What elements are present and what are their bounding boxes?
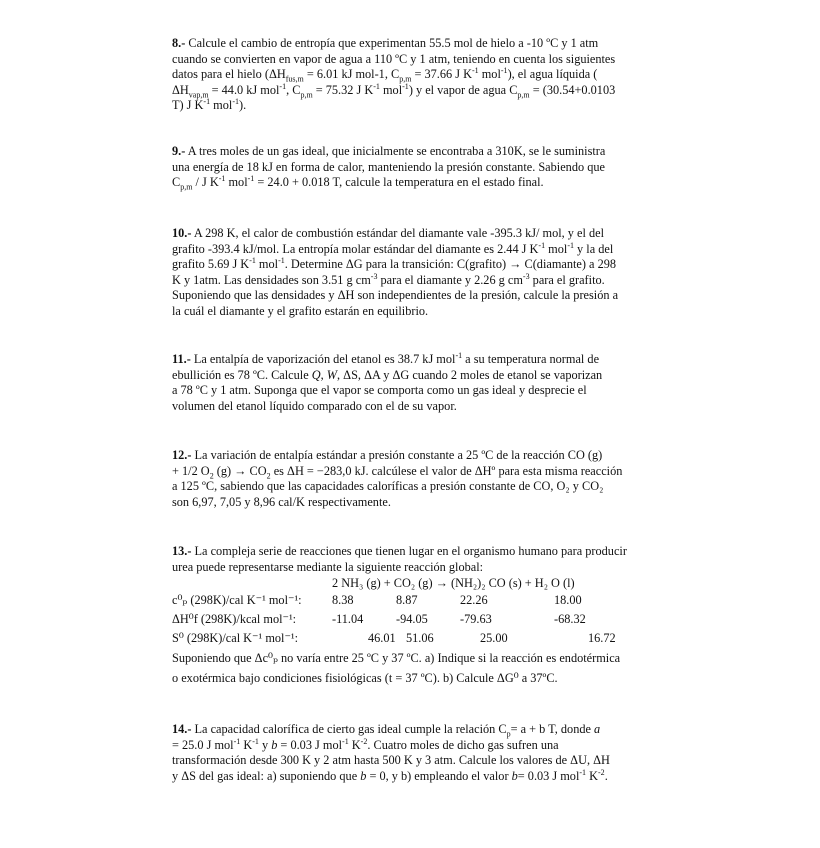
problem-10: [172, 226, 662, 320]
text: = 0.03 J mol: [517, 768, 580, 783]
superscript: -1: [342, 736, 349, 746]
superscript: -1: [249, 256, 256, 266]
superscript: -1: [567, 240, 574, 250]
problem-12: [172, 448, 662, 510]
superscript: -1: [233, 736, 241, 746]
problem-9: [172, 144, 662, 191]
superscript: -1: [232, 97, 239, 107]
superscript: -1: [579, 767, 587, 777]
table-cell: -79.63: [460, 611, 492, 626]
text: = 0.03 J mol: [277, 737, 343, 752]
superscript: -1: [500, 66, 508, 76]
text: una energía de 18 kJ en forma de calor, manteniendo la presión constante. Sabiendo que: [172, 159, 605, 174]
table-cell: 46.01: [368, 630, 396, 645]
text: ΔH: [172, 82, 189, 97]
text: mol: [255, 257, 279, 272]
text: cuando se convierten en vapor de agua a 110 ºC y 1 atm, teniendo en cuenta los siguientes: [172, 51, 616, 66]
subscript: 2: [266, 471, 271, 481]
text: La compleja serie de reacciones que tienen lugar en el organismo humano para producir: [191, 544, 627, 558]
text: y: [258, 737, 272, 752]
reaction-equation: 2 NH₃ (g) + CO₂ (g) → (NH₂)₂ CO (s) + H₂ O (l): [332, 576, 575, 591]
superscript: -1: [472, 66, 479, 76]
text: Calcule el cambio de entropía que experimentan 55.5 mol de hielo a -10 ºC y 1 atm: [185, 36, 599, 50]
problem-number: 8.-: [172, 36, 186, 50]
text: grafito -393.4 kJ/mol. La entropía molar estándar del diamante es 2.44 J K: [172, 241, 539, 256]
table-cell: -11.04: [332, 611, 364, 626]
superscript: -1: [538, 240, 546, 250]
text: = a + b T, donde: [510, 722, 595, 736]
text: , C: [286, 82, 301, 97]
text: para el diamante y 2.26 g cm: [377, 272, 523, 287]
text: = 25.0 J mol: [172, 737, 234, 752]
text: para el grafito.: [529, 272, 605, 287]
text: La capacidad calorífica de cierto gas ideal cumple la relación C: [191, 722, 507, 736]
text: ebullición es 78 ºC. Calcule: [172, 367, 312, 382]
text: + 1/2 O: [172, 463, 210, 478]
superscript: -1: [402, 81, 409, 91]
italic-symbol: a: [594, 722, 601, 736]
table-cell: 16.72: [588, 630, 616, 645]
problem-number: 12.-: [172, 448, 192, 462]
text: a 78 ºC y 1 atm. Suponga que el vapor se comporta como un gas ideal y desprecie el: [172, 383, 587, 398]
problem-number: 10.-: [172, 226, 192, 240]
text: = 44.0 kJ mol: [208, 82, 280, 97]
subscript: p,m: [300, 90, 313, 100]
text: K: [586, 768, 599, 783]
superscript: -1: [278, 256, 285, 266]
text: transformación desde 300 K y 2 atm hasta 500 K y 3 atm. Calcule los valores de ΔU, ΔH: [172, 753, 610, 768]
text: mol: [478, 67, 501, 82]
subscript: p: [506, 729, 511, 739]
text: son 6,97, 7,05 y 8,96 cal/K respectivamente.: [172, 494, 391, 509]
row-label: S⁰ (298K)/cal K⁻¹ mol⁻¹:: [172, 630, 299, 645]
text: urea puede representarse mediante la siguiente reacción global:: [172, 559, 484, 574]
italic-symbol: b: [271, 737, 278, 752]
superscript: -1: [373, 81, 380, 91]
problem-number: 14.-: [172, 722, 192, 736]
text: ), el agua líquida (: [507, 67, 598, 82]
text: y ΔS del gas ideal: a) suponiendo que: [172, 768, 361, 783]
table-cell: -68.32: [554, 611, 586, 626]
subscript: 2: [209, 471, 214, 481]
text: la cuál el diamante y el grafito estarán en equilibrio.: [172, 303, 429, 318]
problem-number: 11.-: [172, 352, 191, 366]
text: = 6.01 kJ mol-1, C: [303, 67, 400, 82]
italic-symbol: b: [360, 768, 367, 783]
italic-symbol: Q: [311, 367, 321, 382]
superscript: -1: [455, 350, 463, 360]
superscript: -1: [279, 81, 287, 91]
problem-13: [172, 544, 662, 688]
superscript: -1: [252, 736, 259, 746]
text: K: [240, 737, 253, 752]
table-cell: 8.38: [332, 592, 354, 607]
text: ).: [238, 98, 247, 113]
problem-14: [172, 722, 662, 784]
text: .: [604, 768, 608, 783]
problem-number: 13.-: [172, 544, 192, 558]
subscript: p,m: [180, 182, 193, 192]
text: y la del: [573, 241, 614, 256]
text: K y 1atm. Las densidades son 3.51 g cm: [172, 272, 371, 287]
text: = (30.54+0.0103: [529, 82, 616, 97]
superscript: -2: [360, 736, 368, 746]
text: ) y el vapor de agua C: [408, 82, 518, 97]
text: La variación de entalpía estándar a presión constante a 25 ºC de la reacción CO (g): [191, 448, 603, 462]
text: A tres moles de un gas ideal, que inicialmente se encontraba a 310K, se le suministra: [185, 144, 606, 158]
table-row: [172, 629, 662, 648]
text: o exotérmica bajo condiciones fisiológicas (t = 37 ºC). b) Calcule ΔG⁰ a 37ºC.: [172, 671, 558, 686]
text: A 298 K, el calor de combustión estándar del diamante vale -395.3 kJ/ mol, y el del: [191, 226, 604, 240]
superscript: -2: [598, 767, 605, 777]
subscript: p,m: [399, 74, 412, 84]
text: . Determine ΔG para la transición: C(grafito) → C(diamante) a 298: [284, 257, 617, 272]
text: Suponiendo que las densidades y ΔH son independientes de la presión, calcule la presión a: [172, 288, 619, 303]
text: mol: [225, 175, 248, 190]
text: (g) → CO: [213, 463, 267, 478]
text: = 75.32 J K: [312, 82, 374, 97]
subscript: p,m: [517, 90, 530, 100]
text: mol: [379, 82, 403, 97]
text: mol: [545, 241, 568, 256]
thermo-data-table: [172, 591, 662, 648]
table-cell: 22.26: [460, 592, 488, 607]
text: a su temperatura normal de: [462, 352, 600, 366]
table-row: [172, 610, 662, 629]
text: mol: [210, 98, 233, 113]
table-cell: 51.06: [406, 630, 434, 645]
superscript: -1: [247, 174, 255, 184]
row-label: ΔH⁰f (298K)/kcal mol⁻¹:: [172, 611, 297, 626]
text: . Cuatro moles de dicho gas sufren una: [367, 737, 559, 752]
superscript: -1: [218, 174, 226, 184]
italic-symbol: W: [326, 367, 338, 382]
problem-11: [172, 352, 662, 414]
problem-8: [172, 36, 662, 114]
text: La entalpía de vaporización del etanol es 38.7 kJ mol: [190, 352, 456, 366]
text: volumen del etanol líquido comparado con el de su vapor.: [172, 398, 457, 413]
text: grafito 5.69 J K: [172, 257, 250, 272]
row-label: c⁰ₚ (298K)/cal K⁻¹ mol⁻¹:: [172, 592, 302, 607]
text: ,: [320, 367, 327, 382]
text: = 24.0 + 0.018 T, calcule la temperatura en el estado final.: [254, 175, 544, 190]
text: C: [172, 175, 181, 190]
text: / J K: [192, 175, 219, 190]
text: datos para el hielo (ΔH: [172, 67, 286, 82]
table-cell: 25.00: [480, 630, 508, 645]
superscript: -3: [370, 271, 378, 281]
table-cell: 18.00: [554, 592, 582, 607]
subscript: vap,m: [188, 90, 209, 100]
problem-number: 9.-: [172, 144, 186, 158]
text: = 37.66 J K: [411, 67, 472, 82]
superscript: -3: [522, 271, 530, 281]
text: T) J K: [172, 98, 204, 113]
text: a 125 ºC, sabiendo que las capacidades caloríficas a presión constante de CO, O₂ y CO₂: [172, 479, 604, 494]
text: Suponiendo que Δc⁰ₚ no varía entre 25 ºC y 37 ºC. a) Indique si la reacción es endotérmica: [172, 651, 621, 666]
text: es ΔH = −283,0 kJ. calcúlese el valor de ΔHº para esta misma reacción: [270, 463, 623, 478]
table-cell: -94.05: [396, 611, 428, 626]
text: , ΔS, ΔA y ΔG cuando 2 moles de etanol se vaporizan: [337, 367, 603, 382]
subscript: fus,m: [285, 74, 304, 84]
text: = 0, y b) empleando el valor: [366, 768, 512, 783]
italic-symbol: b: [511, 768, 518, 783]
table-row: [172, 591, 662, 610]
text: K: [348, 737, 361, 752]
table-cell: 8.87: [396, 592, 418, 607]
superscript: -1: [203, 97, 211, 107]
